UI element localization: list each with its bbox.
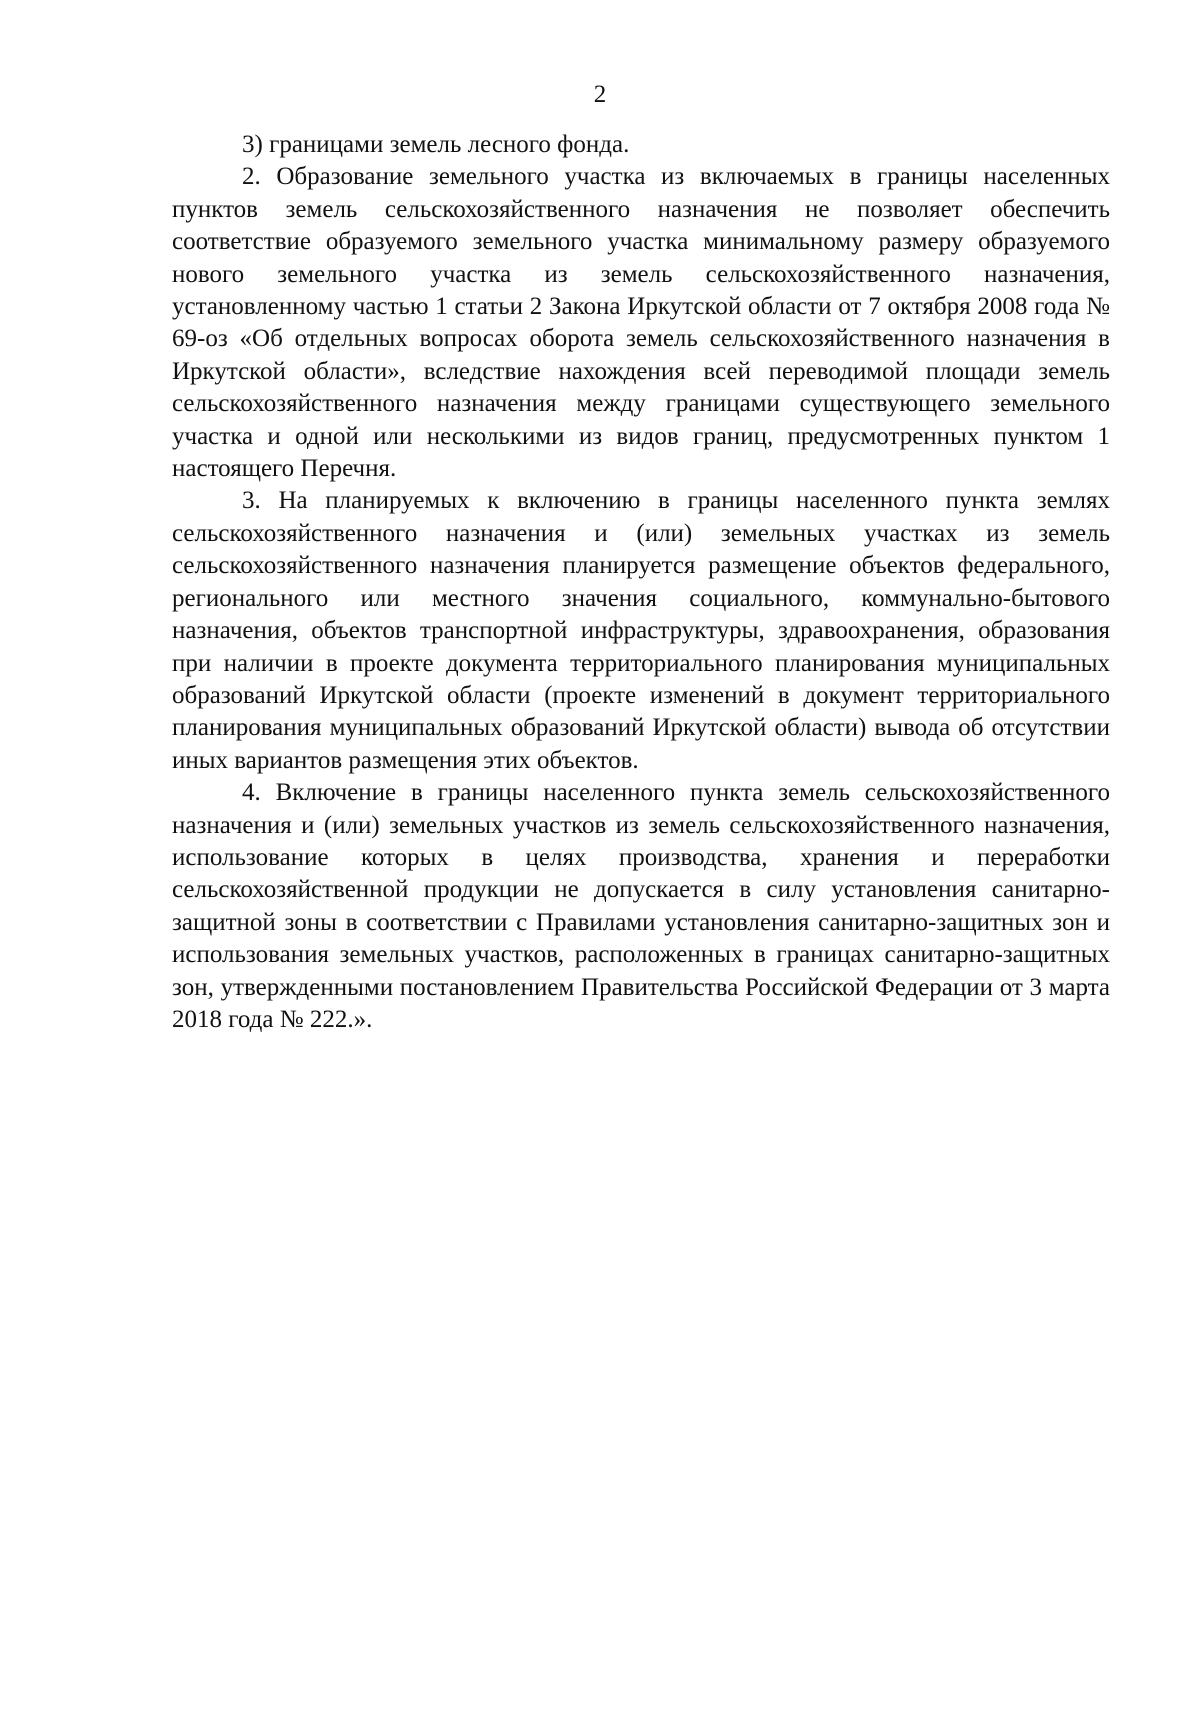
paragraph-point-4: 4. Включение в границы населенного пункта земель сельскохозяйственного назначения и (или) земельных участков из земель сельскохозяйственного назначения, использование которых в целях производства, хранения и переработки сельскохозяйственной продукции не допускается в силу установления санитарно-защитной зоны в соответствии с Правилами установления санитарно-защитных зон и использования земельных участков, расположенных в границах санитарно-защитных зон, утвержденными постановлением Правительства Российской Федерации от 3 марта 2018 года № 222.». bbox=[172, 779, 1110, 1033]
paragraph-point-2: 2. Образование земельного участка из включаемых в границы населенных пунктов земель сельскохозяйственного назначения не позволяет обеспечить соответствие образуемого земельного участка минимальному размеру образуемого нового земельного участка из земель сельскохозяйственного назначения, установленному частью 1 статьи 2 Закона Иркутской области от 7 октября 2008 года № 69-оз «Об отдельных вопросах оборота земель сельскохозяйственного назначения в Иркутской области», вследствие нахождения всей переводимой площади земель сельскохозяйственного назначения между границами существующего земельного участка и одной или несколькими из видов границ, предусмотренных пунктом 1 настоящего Перечня. bbox=[172, 163, 1110, 483]
page-number: 2 bbox=[593, 81, 607, 108]
paragraph-point-3: 3. На планируемых к включению в границы населенного пункта землях сельскохозяйственного назначения и (или) земельных участках из земель сельскохозяйственного назначения планируется размещение объектов федерального, регионального или местного значения социального, коммунально-бытового назначения, объектов транспортной инфраструктуры, здравоохранения, образования при наличии в проекте документа территориального планирования муниципальных образований Иркутской области (проекте изменений в документ территориального планирования муниципальных образований Иркутской области) вывода об отсутствии иных вариантов размещения этих объектов. bbox=[172, 487, 1110, 774]
paragraph-item-3-forest-fund: 3) границами земель лесного фонда. bbox=[242, 131, 630, 158]
document-body bbox=[172, 129, 1110, 1036]
